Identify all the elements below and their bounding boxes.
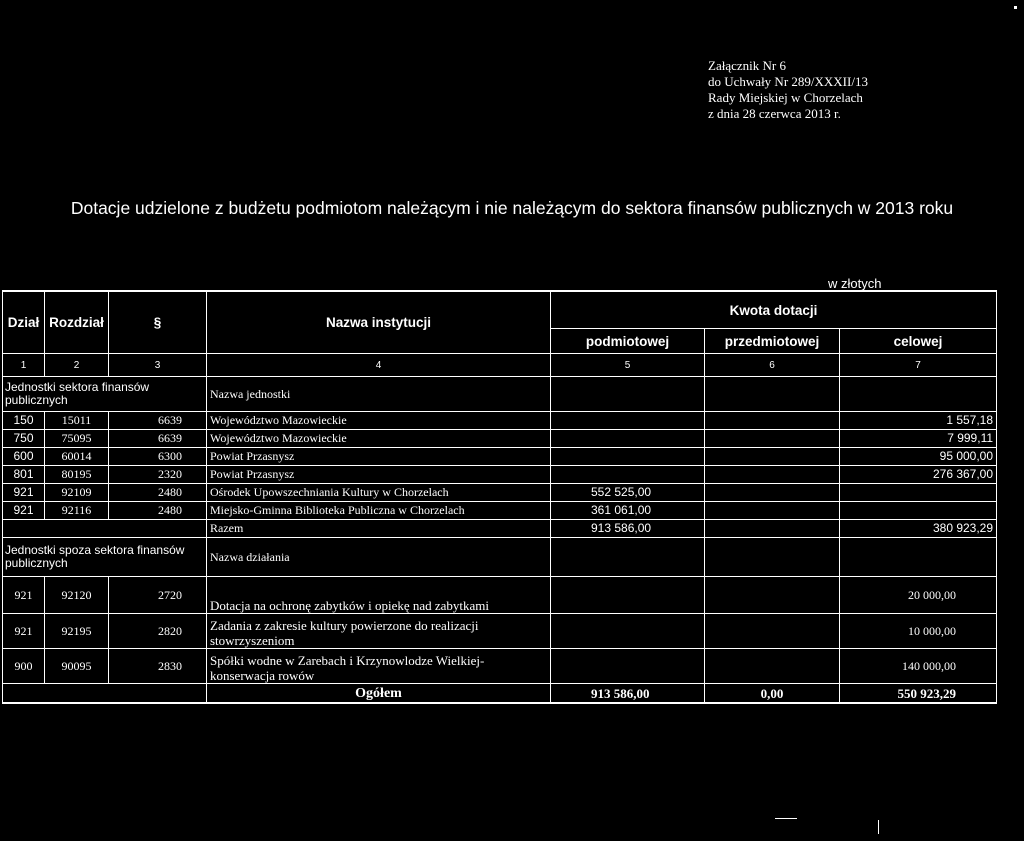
cell-przedmiotowej bbox=[705, 484, 840, 502]
header-row bbox=[3, 291, 997, 329]
cell-celowej bbox=[840, 502, 997, 520]
cell-dzial: 921 bbox=[3, 577, 45, 614]
section1-label: Jednostki sektora finansów publicznych bbox=[3, 377, 207, 412]
cell-rozdzial: 92120 bbox=[45, 577, 109, 614]
cell-rozdzial: 15011 bbox=[45, 412, 109, 430]
header-nazwa: Nazwa instytucji bbox=[207, 291, 551, 354]
unit-label: w złotych bbox=[828, 276, 882, 291]
cell-celowej: 140 000,00 bbox=[840, 649, 997, 684]
cell-przedmiotowej bbox=[705, 502, 840, 520]
cell-podmiotowej bbox=[551, 412, 705, 430]
cell-rozdzial: 90095 bbox=[45, 649, 109, 684]
cell-rozdzial: 92116 bbox=[45, 502, 109, 520]
section2-label: Jednostki spoza sektora finansów publicznych bbox=[3, 538, 207, 577]
cell-przedmiotowej bbox=[705, 614, 840, 649]
cell-nazwa: Zadania z zakresie kultury powierzone do realizacji stowrzyszeniom bbox=[207, 614, 551, 649]
cell-nazwa: Spółki wodne w Zarebach i Krzynowlodze Wielkiej- konserwacja rowów bbox=[207, 649, 551, 684]
section1-total-row bbox=[3, 520, 997, 538]
section2-name-label: Nazwa działania bbox=[207, 538, 551, 577]
cell-nazwa: Powiat Przasnysz bbox=[207, 448, 551, 466]
table-row bbox=[3, 466, 997, 484]
cell-dzial: 921 bbox=[3, 614, 45, 649]
cell-przedmiotowej bbox=[705, 649, 840, 684]
section1-name-label: Nazwa jednostki bbox=[207, 377, 551, 412]
cell-podmiotowej bbox=[551, 466, 705, 484]
cell-nazwa: Powiat Przasnysz bbox=[207, 466, 551, 484]
column-numbers-row bbox=[3, 354, 997, 377]
grants-table bbox=[2, 290, 997, 704]
cell-podmiotowej bbox=[551, 430, 705, 448]
col-number: 6 bbox=[705, 354, 840, 377]
cell-paragraf: 2720 bbox=[109, 577, 207, 614]
annex-line: Rady Miejskiej w Chorzelach bbox=[708, 90, 863, 105]
cell-przedmiotowej bbox=[705, 412, 840, 430]
annex-line: z dnia 28 czerwca 2013 r. bbox=[708, 106, 841, 121]
table-row bbox=[3, 614, 997, 649]
cell-dzial: 600 bbox=[3, 448, 45, 466]
section2-header-row bbox=[3, 538, 997, 577]
cell-rozdzial: 80195 bbox=[45, 466, 109, 484]
scan-speck bbox=[775, 818, 797, 819]
header-rozdzial: Rozdział bbox=[45, 291, 109, 354]
table-row bbox=[3, 430, 997, 448]
col-number: 5 bbox=[551, 354, 705, 377]
section1-total-cel: 380 923,29 bbox=[840, 520, 997, 538]
table-row bbox=[3, 484, 997, 502]
cell-przedmiotowej bbox=[705, 430, 840, 448]
cell-celowej: 95 000,00 bbox=[840, 448, 997, 466]
col-number: 1 bbox=[3, 354, 45, 377]
table-row bbox=[3, 412, 997, 430]
cell-dzial: 150 bbox=[3, 412, 45, 430]
cell-paragraf: 6300 bbox=[109, 448, 207, 466]
cell-celowej: 10 000,00 bbox=[840, 614, 997, 649]
col-number: 4 bbox=[207, 354, 551, 377]
cell-nazwa: Województwo Mazowieckie bbox=[207, 430, 551, 448]
cell-przedmiotowej bbox=[705, 577, 840, 614]
cell-celowej bbox=[840, 484, 997, 502]
header-dzial: Dział bbox=[3, 291, 45, 354]
cell-paragraf: 2320 bbox=[109, 466, 207, 484]
grand-total-podm: 913 586,00 bbox=[551, 684, 705, 704]
cell-paragraf: 2480 bbox=[109, 502, 207, 520]
col-number: 7 bbox=[840, 354, 997, 377]
section1-header-row bbox=[3, 377, 997, 412]
table-row bbox=[3, 502, 997, 520]
section1-total-label: Razem bbox=[207, 520, 551, 538]
cell-dzial: 900 bbox=[3, 649, 45, 684]
cell-celowej: 1 557,18 bbox=[840, 412, 997, 430]
cell-paragraf: 6639 bbox=[109, 412, 207, 430]
annex-note bbox=[708, 58, 868, 122]
cell-dzial: 921 bbox=[3, 484, 45, 502]
cell-podmiotowej: 361 061,00 bbox=[551, 502, 705, 520]
grand-total-label: Ogółem bbox=[207, 684, 551, 704]
grand-total-przedm: 0,00 bbox=[705, 684, 840, 704]
cell-podmiotowej bbox=[551, 448, 705, 466]
table-row bbox=[3, 448, 997, 466]
section1-total-podm: 913 586,00 bbox=[551, 520, 705, 538]
cell-paragraf: 2480 bbox=[109, 484, 207, 502]
cell-podmiotowej bbox=[551, 649, 705, 684]
cell-paragraf: 2820 bbox=[109, 614, 207, 649]
cell-podmiotowej: 552 525,00 bbox=[551, 484, 705, 502]
cell-nazwa: Województwo Mazowieckie bbox=[207, 412, 551, 430]
grand-total-row bbox=[3, 684, 997, 704]
scan-speck bbox=[1014, 6, 1017, 9]
header-paragraf: § bbox=[109, 291, 207, 354]
cell-paragraf: 2830 bbox=[109, 649, 207, 684]
table-row bbox=[3, 649, 997, 684]
scan-speck bbox=[878, 820, 879, 834]
cell-przedmiotowej bbox=[705, 466, 840, 484]
cell-nazwa: Miejsko-Gminna Biblioteka Publiczna w Chorzelach bbox=[207, 502, 551, 520]
col-number: 2 bbox=[45, 354, 109, 377]
grand-total-cel: 550 923,29 bbox=[840, 684, 997, 704]
cell-celowej: 276 367,00 bbox=[840, 466, 997, 484]
col-number: 3 bbox=[109, 354, 207, 377]
cell-celowej: 20 000,00 bbox=[840, 577, 997, 614]
header-przedmiotowej: przedmiotowej bbox=[705, 329, 840, 354]
cell-rozdzial: 92109 bbox=[45, 484, 109, 502]
cell-podmiotowej bbox=[551, 577, 705, 614]
cell-dzial: 921 bbox=[3, 502, 45, 520]
cell-celowej: 7 999,11 bbox=[840, 430, 997, 448]
header-kwota: Kwota dotacji bbox=[551, 291, 997, 329]
cell-rozdzial: 92195 bbox=[45, 614, 109, 649]
cell-rozdzial: 75095 bbox=[45, 430, 109, 448]
table-row bbox=[3, 577, 997, 614]
header-celowej: celowej bbox=[840, 329, 997, 354]
header-podmiotowej: podmiotowej bbox=[551, 329, 705, 354]
cell-przedmiotowej bbox=[705, 448, 840, 466]
cell-nazwa: Dotacja na ochronę zabytków i opiekę nad zabytkami bbox=[207, 577, 551, 614]
annex-line: do Uchwały Nr 289/XXXII/13 bbox=[708, 74, 868, 89]
document-title: Dotacje udzielone z budżetu podmiotom należącym i nie należącym do sektora finansów publicznych w 2013 roku bbox=[70, 198, 954, 218]
annex-line: Załącznik Nr 6 bbox=[708, 58, 786, 73]
cell-dzial: 801 bbox=[3, 466, 45, 484]
cell-podmiotowej bbox=[551, 614, 705, 649]
cell-paragraf: 6639 bbox=[109, 430, 207, 448]
cell-rozdzial: 60014 bbox=[45, 448, 109, 466]
cell-dzial: 750 bbox=[3, 430, 45, 448]
cell-nazwa: Ośrodek Upowszechniania Kultury w Chorzelach bbox=[207, 484, 551, 502]
